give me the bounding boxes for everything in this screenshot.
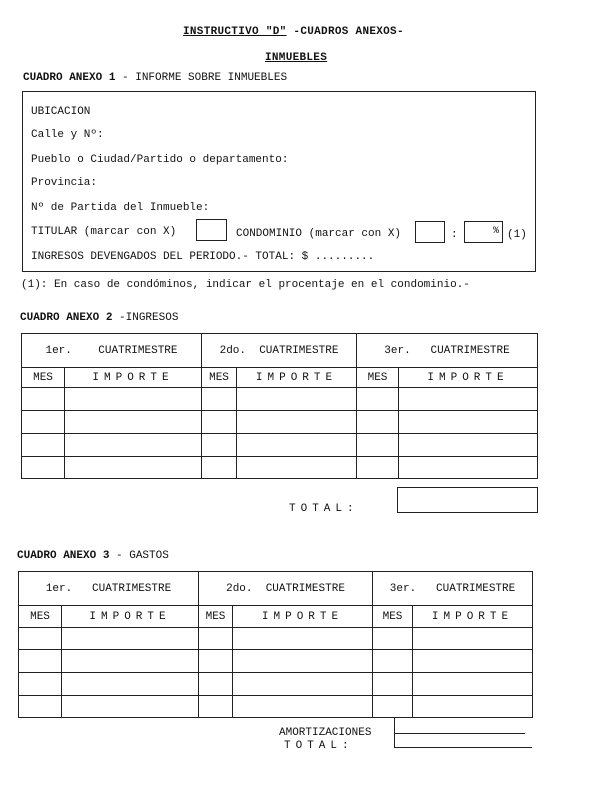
- field-provincia: Provincia:: [31, 177, 98, 189]
- table-cell[interactable]: [399, 388, 538, 411]
- annex3-column-headers: [19, 606, 533, 628]
- percent-sign: %: [492, 226, 499, 237]
- table-cell[interactable]: [357, 411, 399, 434]
- annex1-label: CUADRO ANEXO 1: [23, 72, 116, 84]
- annex3-mes-3: MES: [373, 606, 413, 628]
- table-cell[interactable]: [413, 673, 533, 696]
- table-cell[interactable]: [62, 650, 199, 673]
- table-cell[interactable]: [413, 628, 533, 650]
- annex3-label: CUADRO ANEXO 3: [17, 550, 110, 562]
- annex2-total-label: TOTAL:: [289, 503, 359, 515]
- annex3-period-row: [19, 572, 533, 606]
- table-cell[interactable]: [62, 673, 199, 696]
- annex3-importe-3: IMPORTE: [413, 606, 533, 628]
- annex3-mes-2: MES: [199, 606, 233, 628]
- annex3-title: - GASTOS: [109, 550, 169, 562]
- table-cell[interactable]: [62, 696, 199, 718]
- table-cell[interactable]: [237, 434, 357, 457]
- table-row: [22, 411, 538, 434]
- annex2-period-3: 3er. CUATRIMESTRE: [357, 334, 538, 368]
- annex3-period-3: 3er. CUATRIMESTRE: [373, 572, 533, 606]
- table-cell[interactable]: [202, 411, 237, 434]
- table-cell[interactable]: [19, 650, 62, 673]
- annex3-mes-1: MES: [19, 606, 62, 628]
- table-cell[interactable]: [65, 434, 202, 457]
- table-cell[interactable]: [357, 388, 399, 411]
- document-subtitle: INMUEBLES: [265, 52, 328, 64]
- table-cell[interactable]: [202, 388, 237, 411]
- table-cell[interactable]: [202, 457, 237, 479]
- titular-checkbox[interactable]: [196, 219, 227, 241]
- table-cell[interactable]: [19, 628, 62, 650]
- table-cell[interactable]: [199, 650, 233, 673]
- annex2-mes-2: MES: [202, 368, 237, 388]
- table-cell[interactable]: [233, 650, 373, 673]
- annex3-importe-1: IMPORTE: [62, 606, 199, 628]
- table-row: [19, 673, 533, 696]
- table-cell[interactable]: [373, 650, 413, 673]
- colon-separator: :: [451, 229, 458, 241]
- annex2-period-row: [22, 334, 538, 368]
- table-cell[interactable]: [22, 457, 65, 479]
- table-row: [19, 650, 533, 673]
- table-cell[interactable]: [373, 673, 413, 696]
- annex3-period-1: 1er. CUATRIMESTRE: [19, 572, 199, 606]
- table-row: [19, 628, 533, 650]
- annex2-heading: [20, 312, 178, 324]
- table-cell[interactable]: [399, 411, 538, 434]
- table-cell[interactable]: [65, 411, 202, 434]
- table-cell[interactable]: [65, 457, 202, 479]
- annex3-total-label: TOTAL:: [284, 740, 354, 752]
- table-cell[interactable]: [199, 673, 233, 696]
- annex2-title: -INGRESOS: [112, 312, 179, 324]
- table-cell[interactable]: [237, 411, 357, 434]
- document-title: [183, 26, 404, 38]
- field-partida: Nº de Partida del Inmueble:: [31, 202, 210, 214]
- title-cuadros-anexos: -CUADROS ANEXOS-: [286, 26, 404, 38]
- table-cell[interactable]: [199, 628, 233, 650]
- annex1-title: - INFORME SOBRE INMUEBLES: [115, 72, 288, 84]
- table-cell[interactable]: [22, 434, 65, 457]
- field-titular: TITULAR (marcar con X): [31, 226, 177, 238]
- annex1-footnote: (1): En caso de condóminos, indicar el procentaje en el condominio.-: [21, 279, 470, 291]
- table-row: [22, 457, 538, 479]
- table-cell[interactable]: [357, 457, 399, 479]
- table-cell[interactable]: [233, 628, 373, 650]
- annex3-amortizaciones-line[interactable]: [394, 733, 525, 734]
- table-cell[interactable]: [233, 696, 373, 718]
- field-ingresos-total: INGRESOS DEVENGADOS DEL PERIODO.- TOTAL: $ .........: [31, 251, 375, 263]
- table-cell[interactable]: [65, 388, 202, 411]
- annex1-box: [22, 91, 536, 272]
- annex3-table: [18, 571, 533, 718]
- table-cell[interactable]: [62, 628, 199, 650]
- annex2-importe-1: IMPORTE: [65, 368, 202, 388]
- table-cell[interactable]: [202, 434, 237, 457]
- table-row: [19, 696, 533, 718]
- annex3-importe-2: IMPORTE: [233, 606, 373, 628]
- percent-input[interactable]: [464, 221, 503, 243]
- annex3-heading: [17, 550, 169, 562]
- table-cell[interactable]: [413, 696, 533, 718]
- table-row: [22, 434, 538, 457]
- annex3-period-2: 2do. CUATRIMESTRE: [199, 572, 373, 606]
- annex2-importe-3: IMPORTE: [399, 368, 538, 388]
- table-cell[interactable]: [237, 388, 357, 411]
- field-ubicacion: UBICACION: [31, 106, 91, 118]
- table-row: [22, 388, 538, 411]
- table-cell[interactable]: [399, 457, 538, 479]
- annex2-table: [21, 333, 538, 479]
- table-cell[interactable]: [19, 673, 62, 696]
- table-cell[interactable]: [22, 411, 65, 434]
- annex1-heading: [23, 72, 287, 84]
- annex2-mes-3: MES: [357, 368, 399, 388]
- title-instructivo: INSTRUCTIVO "D": [183, 26, 287, 38]
- table-cell[interactable]: [237, 457, 357, 479]
- annex3-total-line[interactable]: [394, 747, 532, 748]
- table-cell[interactable]: [413, 650, 533, 673]
- annex2-period-1: 1er. CUATRIMESTRE: [22, 334, 202, 368]
- table-cell[interactable]: [373, 628, 413, 650]
- field-pueblo: Pueblo o Ciudad/Partido o departamento:: [31, 154, 289, 166]
- table-cell[interactable]: [19, 696, 62, 718]
- annex2-label: CUADRO ANEXO 2: [20, 312, 113, 324]
- table-cell[interactable]: [22, 388, 65, 411]
- footnote-ref: (1): [507, 229, 527, 241]
- table-cell[interactable]: [233, 673, 373, 696]
- annex2-column-headers: [22, 368, 538, 388]
- table-cell[interactable]: [399, 434, 538, 457]
- table-cell[interactable]: [373, 696, 413, 718]
- annex2-importe-2: IMPORTE: [237, 368, 357, 388]
- condominio-checkbox[interactable]: [415, 221, 445, 243]
- table-cell[interactable]: [199, 696, 233, 718]
- field-calle: Calle y Nº:: [31, 129, 104, 141]
- annex2-period-2: 2do. CUATRIMESTRE: [202, 334, 357, 368]
- annex3-amortizaciones-label: AMORTIZACIONES: [279, 727, 372, 739]
- annex2-mes-1: MES: [22, 368, 65, 388]
- field-condominio: CONDOMINIO (marcar con X): [236, 228, 402, 240]
- annex2-total-box[interactable]: [397, 487, 538, 513]
- table-cell[interactable]: [357, 434, 399, 457]
